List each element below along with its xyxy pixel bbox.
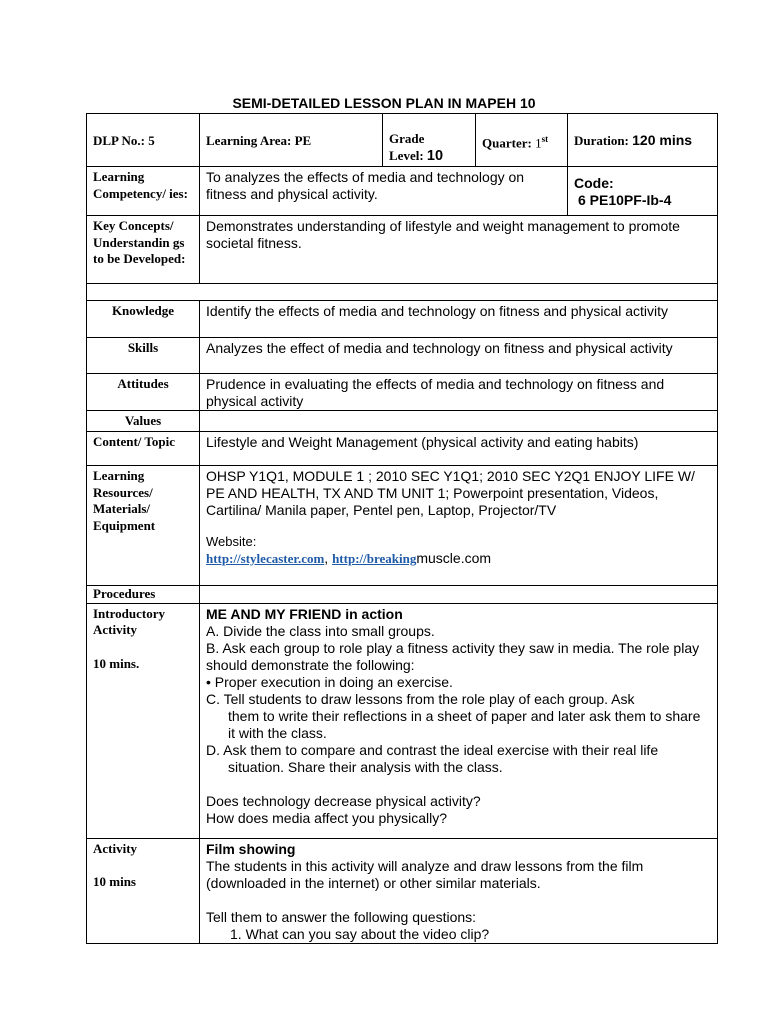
quarter-value: 1 (535, 134, 542, 150)
values-label: Values (87, 411, 200, 432)
intro-content (200, 603, 718, 838)
intro-step-c2: them to write their reflections in a sheet of paper and later ask them to share it with the class. (228, 707, 701, 741)
values-text (200, 411, 718, 432)
procedures-label: Procedures (87, 586, 200, 604)
code-label: Code: (574, 175, 614, 191)
activity-row (87, 838, 718, 943)
page-title: SEMI-DETAILED LESSON PLAN IN MAPEH 10 (232, 95, 536, 111)
activity-content (200, 838, 718, 943)
skills-text: Analyzes the effect of media and technology on fitness and physical activity (200, 338, 718, 374)
website-link-breaking[interactable]: http://breaking (332, 551, 417, 566)
intro-step-c1: C. Tell students to draw lessons from the role play of each group. Ask (206, 690, 635, 707)
grade-label: Grade (389, 131, 425, 146)
activity-paragraph-1: The students in this activity will analyze and draw lessons from the film (downloaded in the internet) or other similar materials. (206, 857, 644, 891)
spacer-cell (87, 284, 718, 301)
content-label: Content/ Topic (87, 432, 200, 466)
code-value: 6 PE10PF-Ib-4 (578, 192, 672, 208)
learning-area: Learning Area: PE (200, 114, 383, 167)
lesson-plan-table (86, 113, 717, 944)
website-link-rest: muscle.com (416, 550, 492, 566)
spacer-row (87, 284, 718, 301)
intro-bullet: • Proper execution in doing an exercise. (206, 673, 453, 690)
website-links (206, 550, 711, 567)
intro-step-d2: situation. Share their analysis with the class. (228, 758, 503, 775)
content-row (87, 432, 718, 466)
key-concepts-text: Demonstrates understanding of lifestyle and weight management to promote societal fitness. (200, 216, 718, 284)
grade-level (383, 114, 476, 167)
activity-paragraph-2: Tell them to answer the following questions: (206, 908, 477, 925)
intro-step-b: B. Ask each group to role play a fitness activity they saw in media. The role play should demonstrate the following: (206, 639, 700, 673)
intro-row (87, 603, 718, 838)
attitudes-row (87, 374, 718, 411)
intro-question-1: Does technology decrease physical activity? (206, 792, 481, 809)
level-value: 10 (426, 147, 444, 164)
intro-question-2: How does media affect you physically? (206, 809, 447, 826)
resources-row (87, 466, 718, 586)
website-link-stylecaster[interactable]: http://stylecaster.com (206, 551, 325, 566)
intro-step-a: A. Divide the class into small groups. (206, 622, 435, 639)
activity-time: 10 mins (93, 874, 136, 889)
activity-question-1: 1. What can you say about the video clip? (230, 925, 490, 942)
quarter-label: Quarter: (482, 134, 532, 150)
competency-row (87, 167, 718, 216)
resources-text: OHSP Y1Q1, MODULE 1 ; 2010 SEC Y1Q1; 2010 SEC Y2Q1 ENJOY LIFE W/ PE AND HEALTH, TX AND TM UNIT 1; Powerpoint presentation, Videos, Cartilina/ Manila paper, Pentel pen, Laptop, Projector/TV (206, 468, 695, 518)
level-label: Level: (389, 147, 424, 163)
key-concepts-row (87, 216, 718, 284)
intro-time: 10 mins. (93, 655, 140, 671)
attitudes-text: Prudence in evaluating the effects of media and technology on fitness and physical activity (200, 374, 718, 411)
intro-label-cell (87, 603, 200, 838)
duration-value: 120 mins (632, 132, 693, 149)
dlp-number: DLP No.: 5 (87, 114, 200, 167)
intro-label: Introductory Activity (93, 605, 165, 637)
attitudes-label: Attitudes (87, 374, 200, 411)
level-line (389, 148, 469, 165)
resources-cell (200, 466, 718, 586)
header-row (87, 114, 718, 167)
website-label: Website: (206, 534, 257, 549)
intro-heading: ME AND MY FRIEND in action (206, 605, 403, 622)
competency-label: Learning Competency/ ies: (87, 167, 200, 216)
competency-code (568, 167, 718, 216)
competency-text: To analyzes the effects of media and technology on fitness and physical activity. (200, 167, 568, 216)
activity-label: Activity (93, 840, 138, 856)
resources-label: Learning Resources/ Materials/ Equipment (87, 466, 200, 586)
duration-label: Duration: (574, 133, 629, 149)
knowledge-text: Identify the effects of media and technology on fitness and physical activity (200, 301, 718, 338)
skills-row (87, 338, 718, 374)
procedures-spacer (200, 586, 718, 604)
values-row (87, 411, 718, 432)
intro-step-d1: D. Ask them to compare and contrast the ideal exercise with their real life (206, 741, 659, 758)
knowledge-row (87, 301, 718, 338)
duration (568, 114, 718, 167)
quarter-sup: st (541, 133, 549, 144)
quarter (476, 114, 568, 167)
knowledge-label: Knowledge (87, 301, 200, 338)
key-concepts-label: Key Concepts/ Understandin gs to be Developed: (87, 216, 200, 284)
content-text: Lifestyle and Weight Management (physical activity and eating habits) (200, 432, 718, 466)
activity-label-cell (87, 838, 200, 943)
link-separator: , (324, 550, 333, 566)
skills-label: Skills (87, 338, 200, 374)
procedures-row (87, 586, 718, 604)
activity-heading: Film showing (206, 840, 296, 857)
